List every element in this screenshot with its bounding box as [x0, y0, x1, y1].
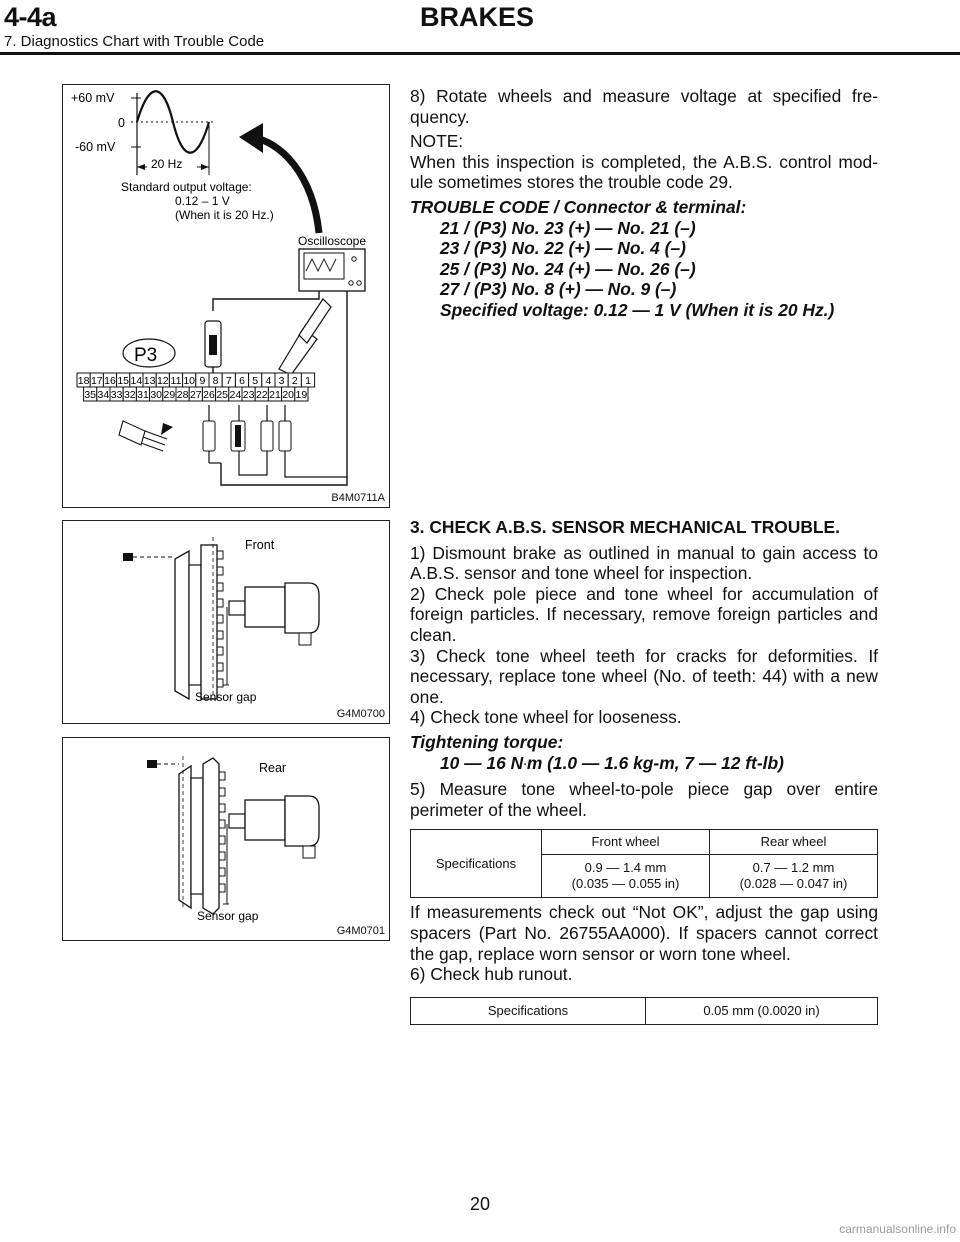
front-sensor-diagram — [63, 521, 389, 723]
runout-spec-table — [410, 997, 878, 1025]
note-text: When this inspection is completed, the A.B.S. control mod-ule sometimes stores the trouble code 29. — [410, 151, 878, 193]
section-3-step-4: 4) Check tone wheel for looseness. — [410, 707, 682, 728]
connector-pin-number: 20 — [282, 389, 295, 401]
front-sensor-gap-label: Sensor gap — [195, 690, 257, 704]
chapter-title: BRAKES — [420, 2, 535, 32]
adjust-gap-text: If measurements check out “Not OK”, adjust the gap using spacers (Part No. 26755AA000). If spacers cannot correct the gap, replace worn sensor or worn tone wheel. — [410, 902, 878, 964]
front-gap-in: (0.035 — 0.055 in) — [571, 876, 680, 892]
connector-pin-number: 26 — [203, 389, 215, 401]
trouble-code-23: 23 / (P3) No. 22 (+) — No. 4 (–) — [440, 238, 686, 259]
oscilloscope-label: Oscilloscope — [298, 234, 367, 248]
connector-pin-number: 9 — [199, 375, 206, 387]
connector-pin-number: 29 — [163, 389, 176, 401]
figure-code: G4M0700 — [336, 708, 385, 720]
connector-pin-number: 27 — [189, 389, 202, 401]
plus-60mv-label: +60 mV — [71, 91, 115, 105]
connector-pin-number: 1 — [305, 375, 311, 387]
torque-value-part-b: m (1.0 — 1.6 kg-m, 7 — 12 ft-lb) — [526, 752, 784, 773]
frequency-label: 20 Hz — [151, 157, 183, 171]
connector-pin-number: 28 — [176, 389, 189, 401]
header-rule — [0, 52, 960, 55]
connector-pin-number: 12 — [156, 375, 169, 387]
connector-pin-number: 18 — [77, 375, 90, 387]
rear-sensor-diagram — [63, 738, 389, 940]
page-number: 20 — [469, 1194, 491, 1214]
figure-code: G4M0701 — [336, 925, 385, 937]
zero-label: 0 — [118, 116, 125, 130]
connector-pin-number: 32 — [123, 389, 136, 401]
torque-value — [410, 753, 878, 776]
specified-voltage: Specified voltage: 0.12 — 1 V (When it is 20 Hz.) — [440, 299, 835, 320]
connector-pin-number: 15 — [117, 375, 130, 387]
front-sensor-figure — [62, 520, 390, 724]
section-3-heading: 3. CHECK A.B.S. SENSOR MECHANICAL TROUBLE. — [410, 517, 840, 537]
connector-pin-number: 34 — [97, 389, 110, 401]
gap-spec-col-rear: Rear wheel — [710, 830, 878, 855]
connector-pin-number: 6 — [239, 375, 245, 387]
front-gap-mm: 0.9 — 1.4 mm — [584, 860, 667, 876]
rear-gap-mm: 0.7 — 1.2 mm — [752, 860, 835, 876]
runout-spec-value: 0.05 mm (0.0020 in) — [646, 997, 878, 1024]
section-subtitle: 7. Diagnostics Chart with Trouble Code — [4, 33, 265, 50]
connector-pin-number: 2 — [291, 375, 298, 387]
connector-pin-number: 16 — [104, 375, 116, 387]
connector-label: P3 — [134, 345, 158, 366]
connector-pin-number: 25 — [216, 389, 229, 401]
trouble-code-21: 21 / (P3) No. 23 (+) — No. 21 (–) — [440, 217, 696, 238]
connector-pin-number: 22 — [255, 389, 268, 401]
connector-pin-number: 7 — [225, 375, 232, 387]
section-3-step-3: 3) Check tone wheel teeth for cracks for deformities. If necessary, replace tone wheel (No. of teeth: 44) with a new one. — [410, 645, 878, 707]
oscilloscope-diagram — [63, 85, 389, 507]
gap-spec-table — [410, 829, 878, 898]
gap-spec-row-label: Specifications — [411, 830, 542, 898]
page-header — [0, 0, 960, 56]
connector-pin-number: 30 — [150, 389, 163, 401]
step-8-block — [410, 86, 878, 321]
gap-spec-col-front: Front wheel — [542, 830, 710, 855]
connector-pin-number: 31 — [137, 389, 149, 401]
connector-pin-number: 8 — [212, 375, 219, 387]
connector-pin-number: 14 — [130, 375, 143, 387]
runout-spec-label: Specifications — [411, 997, 646, 1024]
section-3-step-6: 6) Check hub runout. — [410, 964, 573, 985]
connector-pin-number: 5 — [252, 375, 259, 387]
torque-value-part-a: 10 — 16 N — [440, 752, 524, 773]
connector-pin-number: 24 — [229, 389, 242, 401]
section-3-step-5: 5) Measure tone wheel-to-pole piece gap over entire perimeter of the wheel. — [410, 779, 878, 820]
std-voltage-value: 0.12 – 1 V — [175, 194, 230, 208]
watermark: carmanualsonline.info — [839, 1222, 956, 1236]
connector-pin-number: 19 — [295, 389, 308, 401]
std-voltage-label: Standard output voltage: — [121, 180, 252, 194]
std-voltage-condition: (When it is 20 Hz.) — [175, 208, 274, 222]
rear-sensor-figure — [62, 737, 390, 941]
connector-pin-number: 23 — [242, 389, 255, 401]
connector-pin-grid — [77, 373, 315, 401]
front-label: Front — [245, 538, 275, 552]
trouble-code-27: 27 / (P3) No. 8 (+) — No. 9 (–) — [440, 279, 677, 300]
connector-pin-number: 10 — [183, 375, 196, 387]
gap-spec-front-value — [542, 855, 710, 898]
step-8-text: 8) Rotate wheels and measure voltage at specified fre-quency. — [410, 86, 878, 127]
connector-pin-number: 35 — [84, 389, 97, 401]
section-3-step-1: 1) Dismount brake as outlined in manual to gain access to A.B.S. sensor and tone wheel for inspection. — [410, 542, 878, 584]
section-number: 4-4a — [4, 2, 57, 32]
rear-label: Rear — [259, 761, 287, 775]
oscilloscope-figure — [62, 84, 390, 508]
figure-code: B4M0711A — [331, 492, 385, 504]
rear-sensor-gap-label: Sensor gap — [197, 909, 259, 923]
rear-gap-in: (0.028 — 0.047 in) — [739, 876, 848, 892]
connector-pin-number: 33 — [110, 389, 123, 401]
minus-60mv-label: -60 mV — [75, 140, 116, 154]
trouble-code-label: TROUBLE CODE / Connector & terminal: — [410, 196, 747, 217]
connector-pin-number: 11 — [170, 375, 182, 387]
section-3-block — [410, 517, 878, 1025]
connector-pin-number: 3 — [278, 375, 285, 387]
note-label: NOTE: — [410, 131, 464, 152]
connector-pin-number: 21 — [269, 389, 281, 401]
connector-pin-number: 4 — [265, 375, 272, 387]
torque-dot: · — [523, 758, 527, 771]
torque-label: Tightening torque: — [410, 731, 564, 752]
trouble-code-25: 25 / (P3) No. 24 (+) — No. 26 (–) — [440, 258, 696, 279]
connector-pin-number: 17 — [90, 375, 103, 387]
connector-pin-number: 13 — [143, 375, 156, 387]
gap-spec-rear-value — [710, 855, 878, 898]
section-3-step-2: 2) Check pole piece and tone wheel for accumulation of foreign particles. If necessary, remove foreign particles and clean. — [410, 583, 878, 645]
